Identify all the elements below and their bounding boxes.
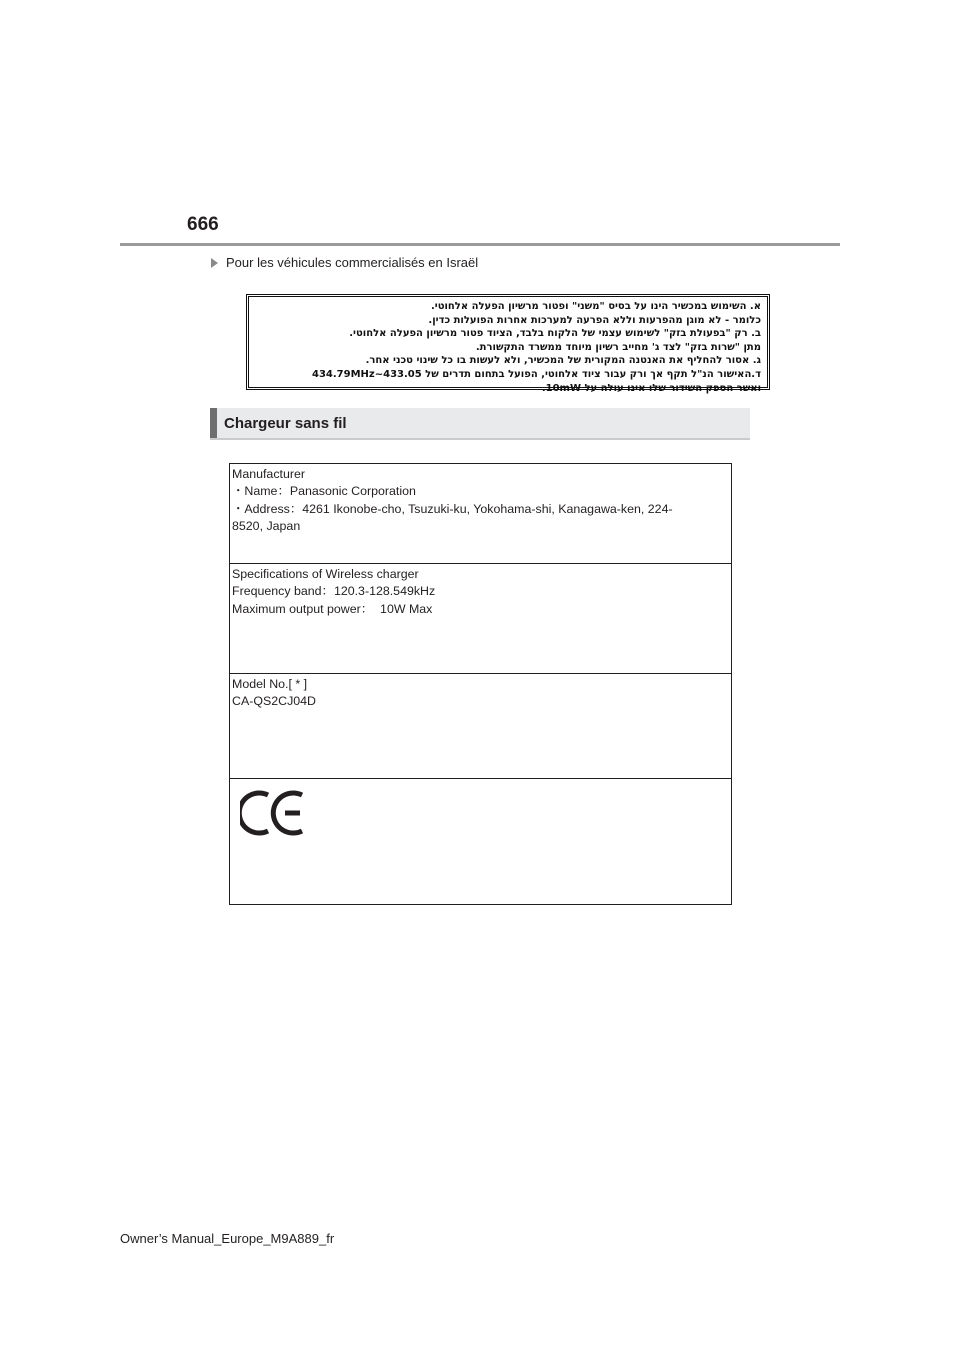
- notice-line: ואשר הספק השידור שלו אינו עולה על 10mW.: [541, 382, 761, 394]
- spec-line: Specifications of Wireless charger: [232, 567, 419, 581]
- specifications-cell: [230, 564, 731, 674]
- triangle-bullet-icon: [211, 258, 218, 268]
- notice-line: ב. רק "בפעולת בזק" לשימוש עצמי של הלקוח בלבד, הציוד פטור מרשיון הפעלה אלחוטי.: [349, 328, 761, 340]
- hebrew-regulatory-notice: [246, 294, 770, 394]
- model-line: CA-QS2CJ04D: [232, 694, 317, 709]
- notice-line: כלומר - לא מוגן מהפרעות וללא הפרעה למערכות אחרות הפועלות כדין.: [428, 314, 761, 326]
- intro-text: Pour les véhicules commercialisés en Israël: [226, 255, 479, 270]
- certification-label: [229, 463, 732, 905]
- notice-line: ד.האישור הנ"ל תקף אך ורק עבור ציוד אלחוטי, הפועל בתחום תדרים של 433.05~434.79MHz: [311, 368, 761, 380]
- intro-line: [211, 255, 478, 270]
- section-heading-bar: [210, 408, 217, 438]
- section-title: Chargeur sans fil: [224, 414, 347, 432]
- footer-manual-id: Owner’s Manual_Europe_M9A889_fr: [120, 1231, 335, 1246]
- manufacturer-line: 8520, Japan: [232, 519, 301, 534]
- spec-line: Maximum output power： 10W Max: [232, 601, 433, 616]
- ce-mark-icon: [240, 789, 306, 837]
- header-divider: [120, 243, 840, 246]
- model-line: Model No.[ * ]: [232, 677, 308, 691]
- spec-line: Frequency band：120.3-128.549kHz: [232, 584, 436, 599]
- page-number: 666: [187, 214, 219, 235]
- ce-mark-cell: [230, 779, 731, 905]
- model-cell: [230, 674, 731, 779]
- manufacturer-line: Manufacturer: [232, 467, 306, 481]
- notice-line: א. השימוש במכשיר הינו על בסיס "משני" ופטור מרשיון הפעלה אלחוטי.: [430, 301, 761, 312]
- notice-line: מתן "שרות בזק" לצד ג' מחייב רשיון מיוחד ממשרד התקשורת.: [475, 341, 761, 353]
- notice-line: ג. אסור להחליף את האנטנה המקורית של המכשיר, ולא לעשות בו כל שינוי טכני אחר.: [365, 355, 761, 367]
- manufacturer-line: ・Name：Panasonic Corporation: [232, 484, 416, 499]
- manufacturer-line: ・Address：4261 Ikonobe-cho, Tsuzuki-ku, Yokohama-shi, Kanagawa-ken, 224-: [232, 501, 673, 516]
- manufacturer-cell: [230, 464, 731, 564]
- section-heading: [210, 408, 750, 440]
